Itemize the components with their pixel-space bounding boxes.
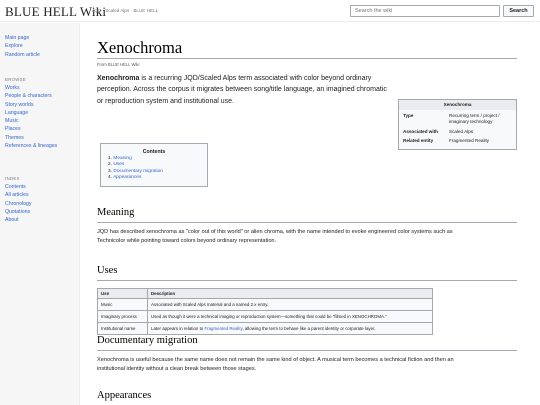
- sidebar-item-contents[interactable]: Contents: [5, 184, 26, 190]
- infobox: [398, 99, 517, 150]
- site-logo[interactable]: BLUE HELL Wiki: [5, 4, 107, 19]
- sidebar: [0, 23, 80, 405]
- sidebar-item-all-articles[interactable]: All articles: [5, 192, 29, 199]
- top-header: [0, 0, 540, 22]
- infobox-link-fragmented-reality[interactable]: Fragmented Reality: [449, 138, 490, 143]
- table-cell-description: Used as though it were a technical imaging or reproduction system—something that could be "filmed in XENOCHROMA.": [148, 311, 433, 323]
- sidebar-item-explore[interactable]: Explore: [5, 43, 23, 50]
- sidebar-item-chronology[interactable]: Chronology: [5, 200, 32, 207]
- sidebar-item-themes[interactable]: Themes: [5, 134, 24, 141]
- sidebar-index-nav: [5, 175, 32, 224]
- site-tagline: From BLUE HELL Wiki: [97, 62, 140, 67]
- sidebar-item-main-page[interactable]: Main page: [5, 35, 30, 41]
- sidebar-item-works[interactable]: Works: [5, 85, 20, 91]
- infobox-label: Associated with: [403, 129, 438, 134]
- table-cell-use: Music: [98, 299, 148, 311]
- search-button[interactable]: Search: [503, 5, 534, 17]
- section-heading-meaning: Meaning: [97, 207, 135, 218]
- infobox-link-scaled-alps[interactable]: Scaled Alps: [449, 129, 474, 134]
- section-divider: [97, 350, 517, 351]
- infobox-label: Related entity: [403, 138, 434, 143]
- toc-item-meaning[interactable]: 1. Meaning: [108, 156, 132, 161]
- intro-term: Xenochroma: [97, 75, 140, 82]
- toc-title: Contents: [142, 149, 166, 155]
- page-title: Xenochroma: [97, 38, 183, 57]
- section-divider: [97, 280, 517, 281]
- intro-text: is a recurring JQD/Scaled Alps term associated with color beyond ordinary perception. Across the corpus it migrates between song/title language, an imagined chromatic or reproduction system and institutional use.: [97, 75, 387, 105]
- sidebar-heading-index: INDEX: [5, 176, 20, 181]
- sidebar-item-random-article[interactable]: Random article: [5, 51, 40, 58]
- table-cell-use: Institutional name: [98, 323, 148, 335]
- meaning-paragraph: JQD has described xenochroma as "color out of this world" or alien chroma, with the name intended to evoke engineered color systems such as Technicolor while pointing toward colors beyond ordinary representation.: [97, 229, 453, 245]
- section-heading-appearances: Appearances: [97, 390, 152, 401]
- table-of-contents: [100, 143, 208, 187]
- table-cell-description: Later appears in relation to Fragmented Reality, allowing the term to behave like a parent identity or corporate layer.: [148, 323, 433, 335]
- infobox-label: Type: [403, 113, 414, 118]
- table-row: [98, 311, 433, 323]
- sidebar-item-about[interactable]: About: [5, 217, 19, 224]
- toc-item-appearances[interactable]: 4. Appearances: [108, 175, 142, 181]
- sidebar-item-references-lineages[interactable]: References & lineages: [5, 143, 58, 150]
- intro-paragraph: [97, 73, 387, 107]
- section-divider: [97, 222, 517, 223]
- table-row: [98, 299, 433, 311]
- link-fragmented-reality[interactable]: Fragmented Reality: [204, 326, 243, 331]
- sidebar-browse-nav: [5, 76, 57, 150]
- sidebar-item-people-characters[interactable]: People & characters: [5, 93, 52, 100]
- sidebar-primary-nav: [5, 34, 40, 59]
- infobox-value: Recurring term / project / imaginary technology: [449, 113, 500, 124]
- search-input[interactable]: [350, 5, 500, 17]
- table-cell-description: Associated with Scaled Alps material and a named 2.x entry.: [148, 299, 433, 311]
- title-divider: [97, 58, 517, 59]
- sidebar-item-places[interactable]: Places: [5, 126, 21, 133]
- table-header-row: [98, 289, 433, 299]
- article-content: [80, 23, 540, 405]
- section-heading-documentary-migration: Documentary migration: [97, 335, 198, 346]
- table-header-use: Use: [98, 289, 148, 299]
- toc-item-documentary-migration[interactable]: 3. Documentary migration: [108, 168, 163, 174]
- sidebar-item-language[interactable]: Language: [5, 109, 29, 116]
- section-heading-uses: Uses: [97, 265, 118, 276]
- migration-paragraph: Xenochroma is useful because the same name does not remain the same kind of object. A musical term becomes a technical fiction and then an institutional identity without a clean break between those stages.: [97, 357, 454, 373]
- toc-item-uses[interactable]: 2. Uses: [108, 162, 125, 168]
- sidebar-item-music[interactable]: Music: [5, 118, 19, 125]
- table-header-description: Description: [148, 289, 433, 299]
- toc-list: [108, 156, 163, 182]
- table-cell-use: Imaginary process: [98, 311, 148, 323]
- sidebar-heading-browse: BROWSE: [5, 77, 27, 82]
- sidebar-item-story-worlds[interactable]: Story worlds: [5, 101, 34, 108]
- infobox-title: Xenochroma: [399, 100, 516, 110]
- breadcrumb: JQD · Scaled Alps · BLUE HELL: [92, 8, 159, 13]
- sidebar-item-quotations[interactable]: Quotations: [5, 208, 31, 215]
- uses-table: [97, 288, 433, 335]
- table-row: [98, 323, 433, 335]
